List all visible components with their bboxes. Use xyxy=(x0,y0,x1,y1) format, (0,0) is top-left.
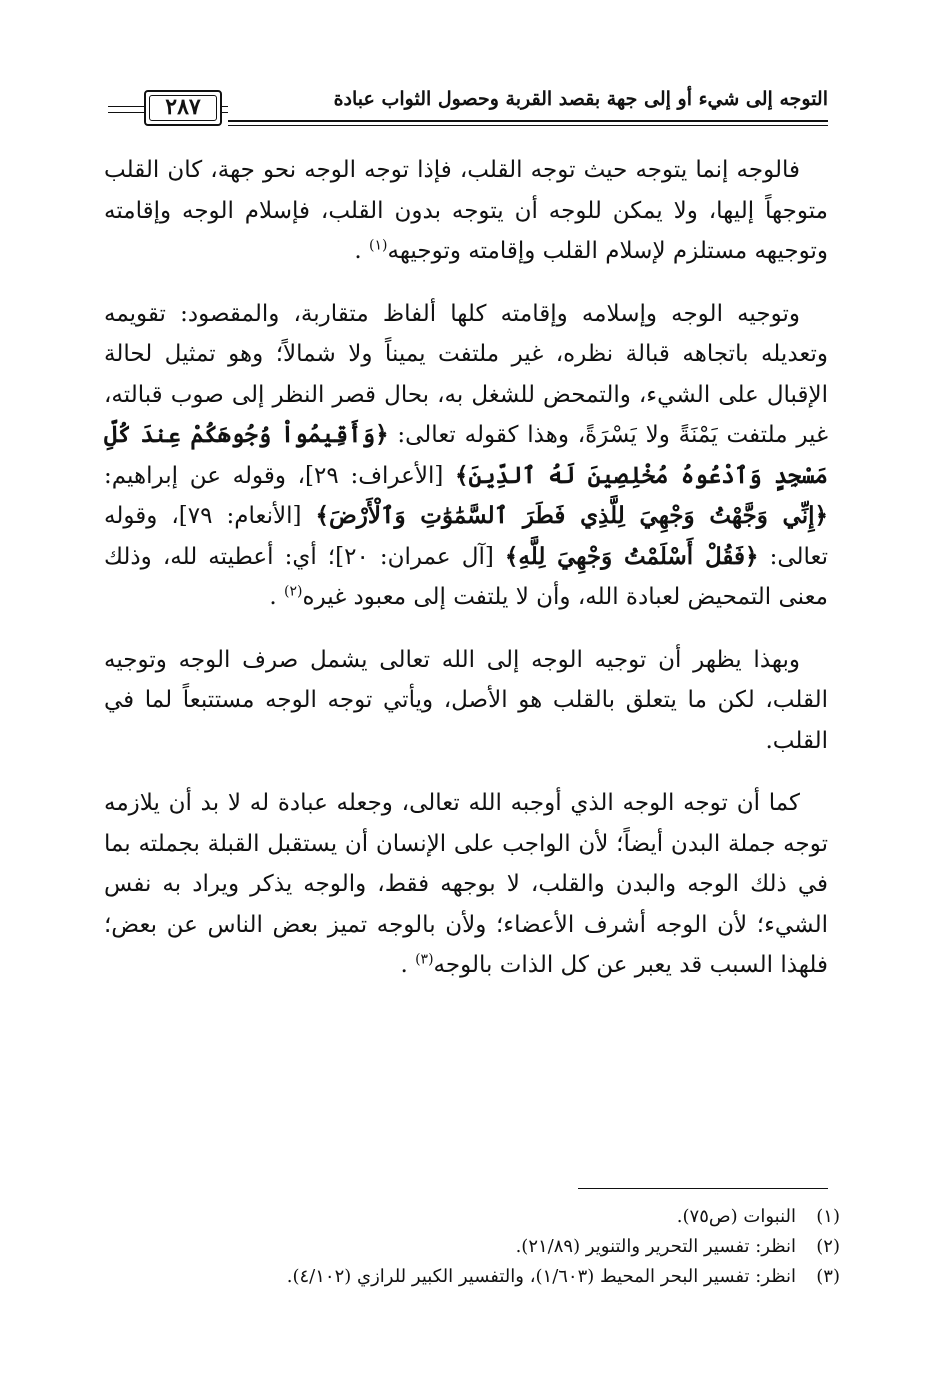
verse-citation-2: [الأنعام: ٧٩]، وقوله تعالى: xyxy=(104,503,829,570)
footnote-separator xyxy=(578,1188,828,1189)
footnote-number: (٢) xyxy=(816,1236,840,1257)
paragraph-text-end: [آل عمران: ٢٠]؛ أي: أعطيته لله، وذلك معنى التمحيض لعبادة الله، وأن لا يلتفت إلى معبود غيره xyxy=(104,543,828,610)
running-header xyxy=(108,82,828,130)
footnote-text: النبوات (ص٧٥). xyxy=(676,1206,796,1227)
footnote-ref-3: (٣) xyxy=(415,951,434,968)
paragraph-text: فالوجه إنما يتوجه حيث توجه القلب، فإذا توجه الوجه نحو جهة، كان القلب متوجهاً إليها، ولا يمكن للوجه أن يتوجه بدون القلب، فإسلام الوجه وإقامته وتوجيهه مستلزم لإسلام القلب وإقامته وتوجيهه xyxy=(104,157,828,264)
footnote-number: (١) xyxy=(816,1206,840,1227)
page-number-frame xyxy=(108,90,228,130)
footnote-1 xyxy=(104,1202,840,1232)
verse-citation-1: [الأعراف: ٢٩]، وقوله عن إبراهيم: xyxy=(104,462,456,489)
page-number-box xyxy=(144,90,222,126)
paragraph-end: . xyxy=(400,952,416,978)
paragraph-4 xyxy=(104,783,828,986)
paragraph-2 xyxy=(104,294,828,618)
frame-ornament-left xyxy=(108,106,144,113)
footnote-number: (٣) xyxy=(816,1266,840,1287)
footnote-text: انظر: تفسير البحر المحيط (١/٦٠٣)، والتفسير الكبير للرازي (٤/١٠٢). xyxy=(286,1266,796,1287)
paragraph-1 xyxy=(104,150,828,272)
quran-verse-1: ﴿وَأَقِيمُواْ وُجُوهَكُمْ عِندَ كُلِّ مَسْجِدٍ وَٱدْعُوهُ مُخْلِصِينَ لَهُ ٱلدِّينَ﴾ xyxy=(104,421,829,489)
footnote-text: انظر: تفسير التحرير والتنوير (٢١/٨٩). xyxy=(515,1236,796,1257)
paragraph-end: . xyxy=(269,584,285,610)
paragraph-3 xyxy=(104,640,828,762)
footnotes xyxy=(104,1202,840,1292)
footnote-ref-2: (٢) xyxy=(284,583,303,600)
page-number: ٢٨٧ xyxy=(165,94,201,120)
paragraph-text: وبهذا يظهر أن توجيه الوجه إلى الله تعالى يشمل صرف الوجه وتوجيه القلب، لكن ما يتعلق بالقلب هو الأصل، ويأتي توجه الوجه مستتبعاً لما في القلب. xyxy=(104,646,828,754)
footnote-ref-1: (١) xyxy=(369,237,388,254)
main-text xyxy=(104,150,828,1008)
footnote-2 xyxy=(104,1232,840,1262)
paragraph-text: وتوجيه الوجه وإسلامه وإقامته كلها ألفاظ متقاربة، والمقصود: تقويمه وتعديله باتجاهه قبالة نظره، غير ملتفت يميناً ولا شمالاً؛ وهو تمثيل لحالة الإقبال على الشيء، والتمحض للشغل به، بحال قصر النظر إلى صوب قبالته، غير ملتفت يَمْنَةً ولا يَسْرَةً، وهذا كقوله تعالى: xyxy=(104,300,828,448)
header-rule-thin xyxy=(228,125,828,126)
footnote-3 xyxy=(104,1262,840,1292)
header-rule-thick xyxy=(228,120,828,122)
quran-verse-3: ﴿فَقُلْ أَسْلَمْتُ وَجْهِيَ لِلَّهِ﴾ xyxy=(504,542,759,570)
chapter-title: التوجه إلى شيء أو إلى جهة بقصد القربة وحصول الثواب عبادة xyxy=(333,88,828,110)
paragraph-text: كما أن توجه الوجه الذي أوجبه الله تعالى، وجعله عبادة له لا بد أن يلازمه توجه جملة البدن أيضاً؛ لأن الواجب على الإنسان أن يستقبل القبلة بجملته بما في ذلك الوجه والبدن والقلب، لا بوجهه فقط، والوجه يذكر ويراد به نفس الشيء؛ لأن الوجه أشرف الأعضاء؛ ولأن بالوجه تميز بعض الناس عن بعض؛ فلهذا السبب قد يعبر عن كل الذات بالوجه xyxy=(104,790,828,978)
paragraph-end: . xyxy=(354,238,370,264)
quran-verse-2: ﴿إِنِّي وَجَّهْتُ وَجْهِيَ لِلَّذِي فَطَرَ ٱلسَّمَٰوَٰتِ وَٱلْأَرْضَ﴾ xyxy=(315,502,828,529)
frame-ornament-right xyxy=(222,106,228,113)
